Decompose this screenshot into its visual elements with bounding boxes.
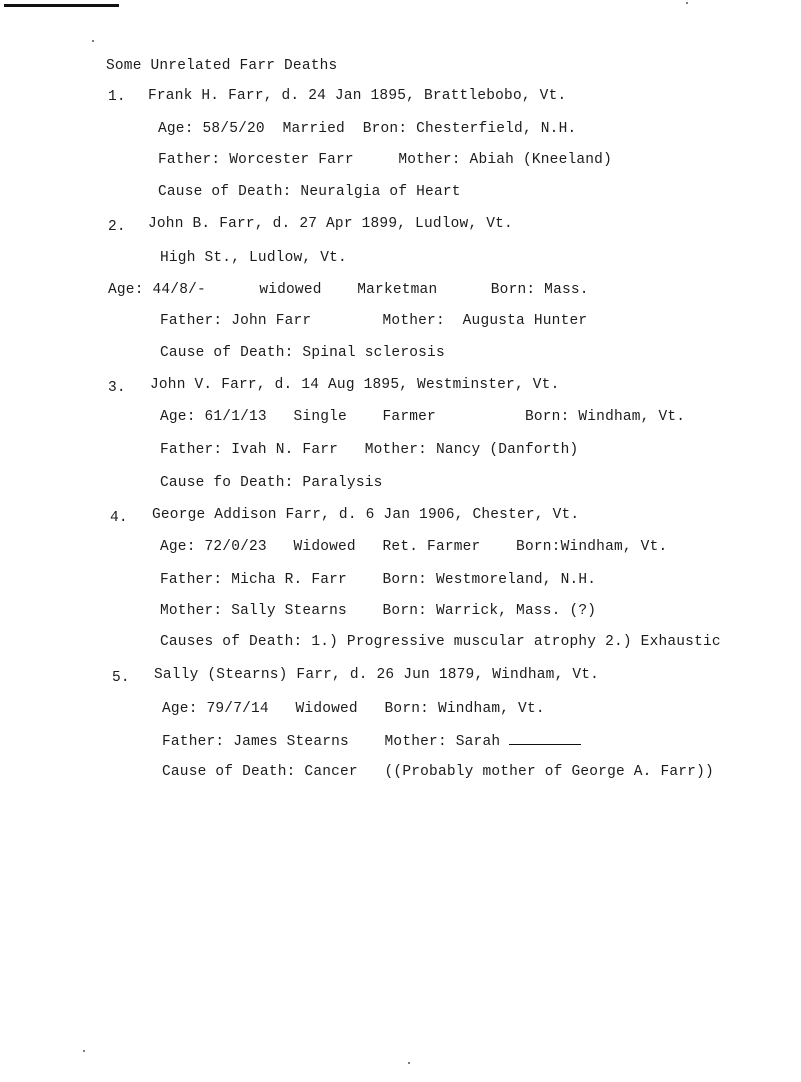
entry-line: [162, 732, 581, 751]
entry-number: 1.: [108, 89, 126, 105]
entry-line: Father: Worcester Farr Mother: Abiah (Kneeland): [158, 152, 612, 168]
entry-line: Mother: Sally Stearns Born: Warrick, Mass. (?): [160, 603, 597, 619]
entry-line: Age: 79/7/14 Widowed Born: Windham, Vt.: [162, 701, 545, 717]
top-rule: [4, 4, 119, 7]
entry-line: Cause of Death: Cancer ((Probably mother of George A. Farr)): [162, 764, 714, 780]
blank-surname-line: [509, 732, 581, 745]
entry-line: Age: 61/1/13 Single Farmer Born: Windham, Vt.: [160, 409, 686, 425]
scan-speck: [408, 1062, 410, 1064]
entry-header: John B. Farr, d. 27 Apr 1899, Ludlow, Vt.: [148, 216, 513, 232]
entry-header: John V. Farr, d. 14 Aug 1895, Westminster, Vt.: [150, 377, 560, 393]
entry-line: Age: 72/0/23 Widowed Ret. Farmer Born:Windham, Vt.: [160, 539, 668, 555]
entry-line: Father: Micha R. Farr Born: Westmoreland, N.H.: [160, 572, 597, 588]
entry-line: Cause of Death: Neuralgia of Heart: [158, 184, 461, 200]
entry-number: 5.: [112, 670, 130, 686]
entry-number: 4.: [110, 510, 128, 526]
entry-line-text: Father: James Stearns Mother: Sarah: [162, 734, 501, 750]
scan-speck: [92, 40, 94, 42]
entry-line: High St., Ludlow, Vt.: [160, 250, 347, 266]
entry-line: Age: 44/8/- widowed Marketman Born: Mass.: [108, 282, 589, 298]
entry-line: Age: 58/5/20 Married Bron: Chesterfield, N.H.: [158, 121, 577, 137]
entry-header: Frank H. Farr, d. 24 Jan 1895, Brattlebobo, Vt.: [148, 88, 567, 104]
entry-line: Cause fo Death: Paralysis: [160, 475, 383, 491]
entry-line: Causes of Death: 1.) Progressive muscular atrophy 2.) Exhaustic: [160, 634, 721, 650]
scan-speck: [686, 2, 688, 4]
entry-line: Father: Ivah N. Farr Mother: Nancy (Danforth): [160, 442, 579, 458]
entry-line: Cause of Death: Spinal sclerosis: [160, 345, 445, 361]
entry-number: 3.: [108, 380, 126, 396]
entry-number: 2.: [108, 219, 126, 235]
document-title: Some Unrelated Farr Deaths: [106, 58, 338, 74]
entry-header: George Addison Farr, d. 6 Jan 1906, Chester, Vt.: [152, 507, 580, 523]
entry-line: Father: John Farr Mother: Augusta Hunter: [160, 313, 588, 329]
scan-speck: [83, 1050, 85, 1052]
entry-header: Sally (Stearns) Farr, d. 26 Jun 1879, Windham, Vt.: [154, 667, 600, 683]
